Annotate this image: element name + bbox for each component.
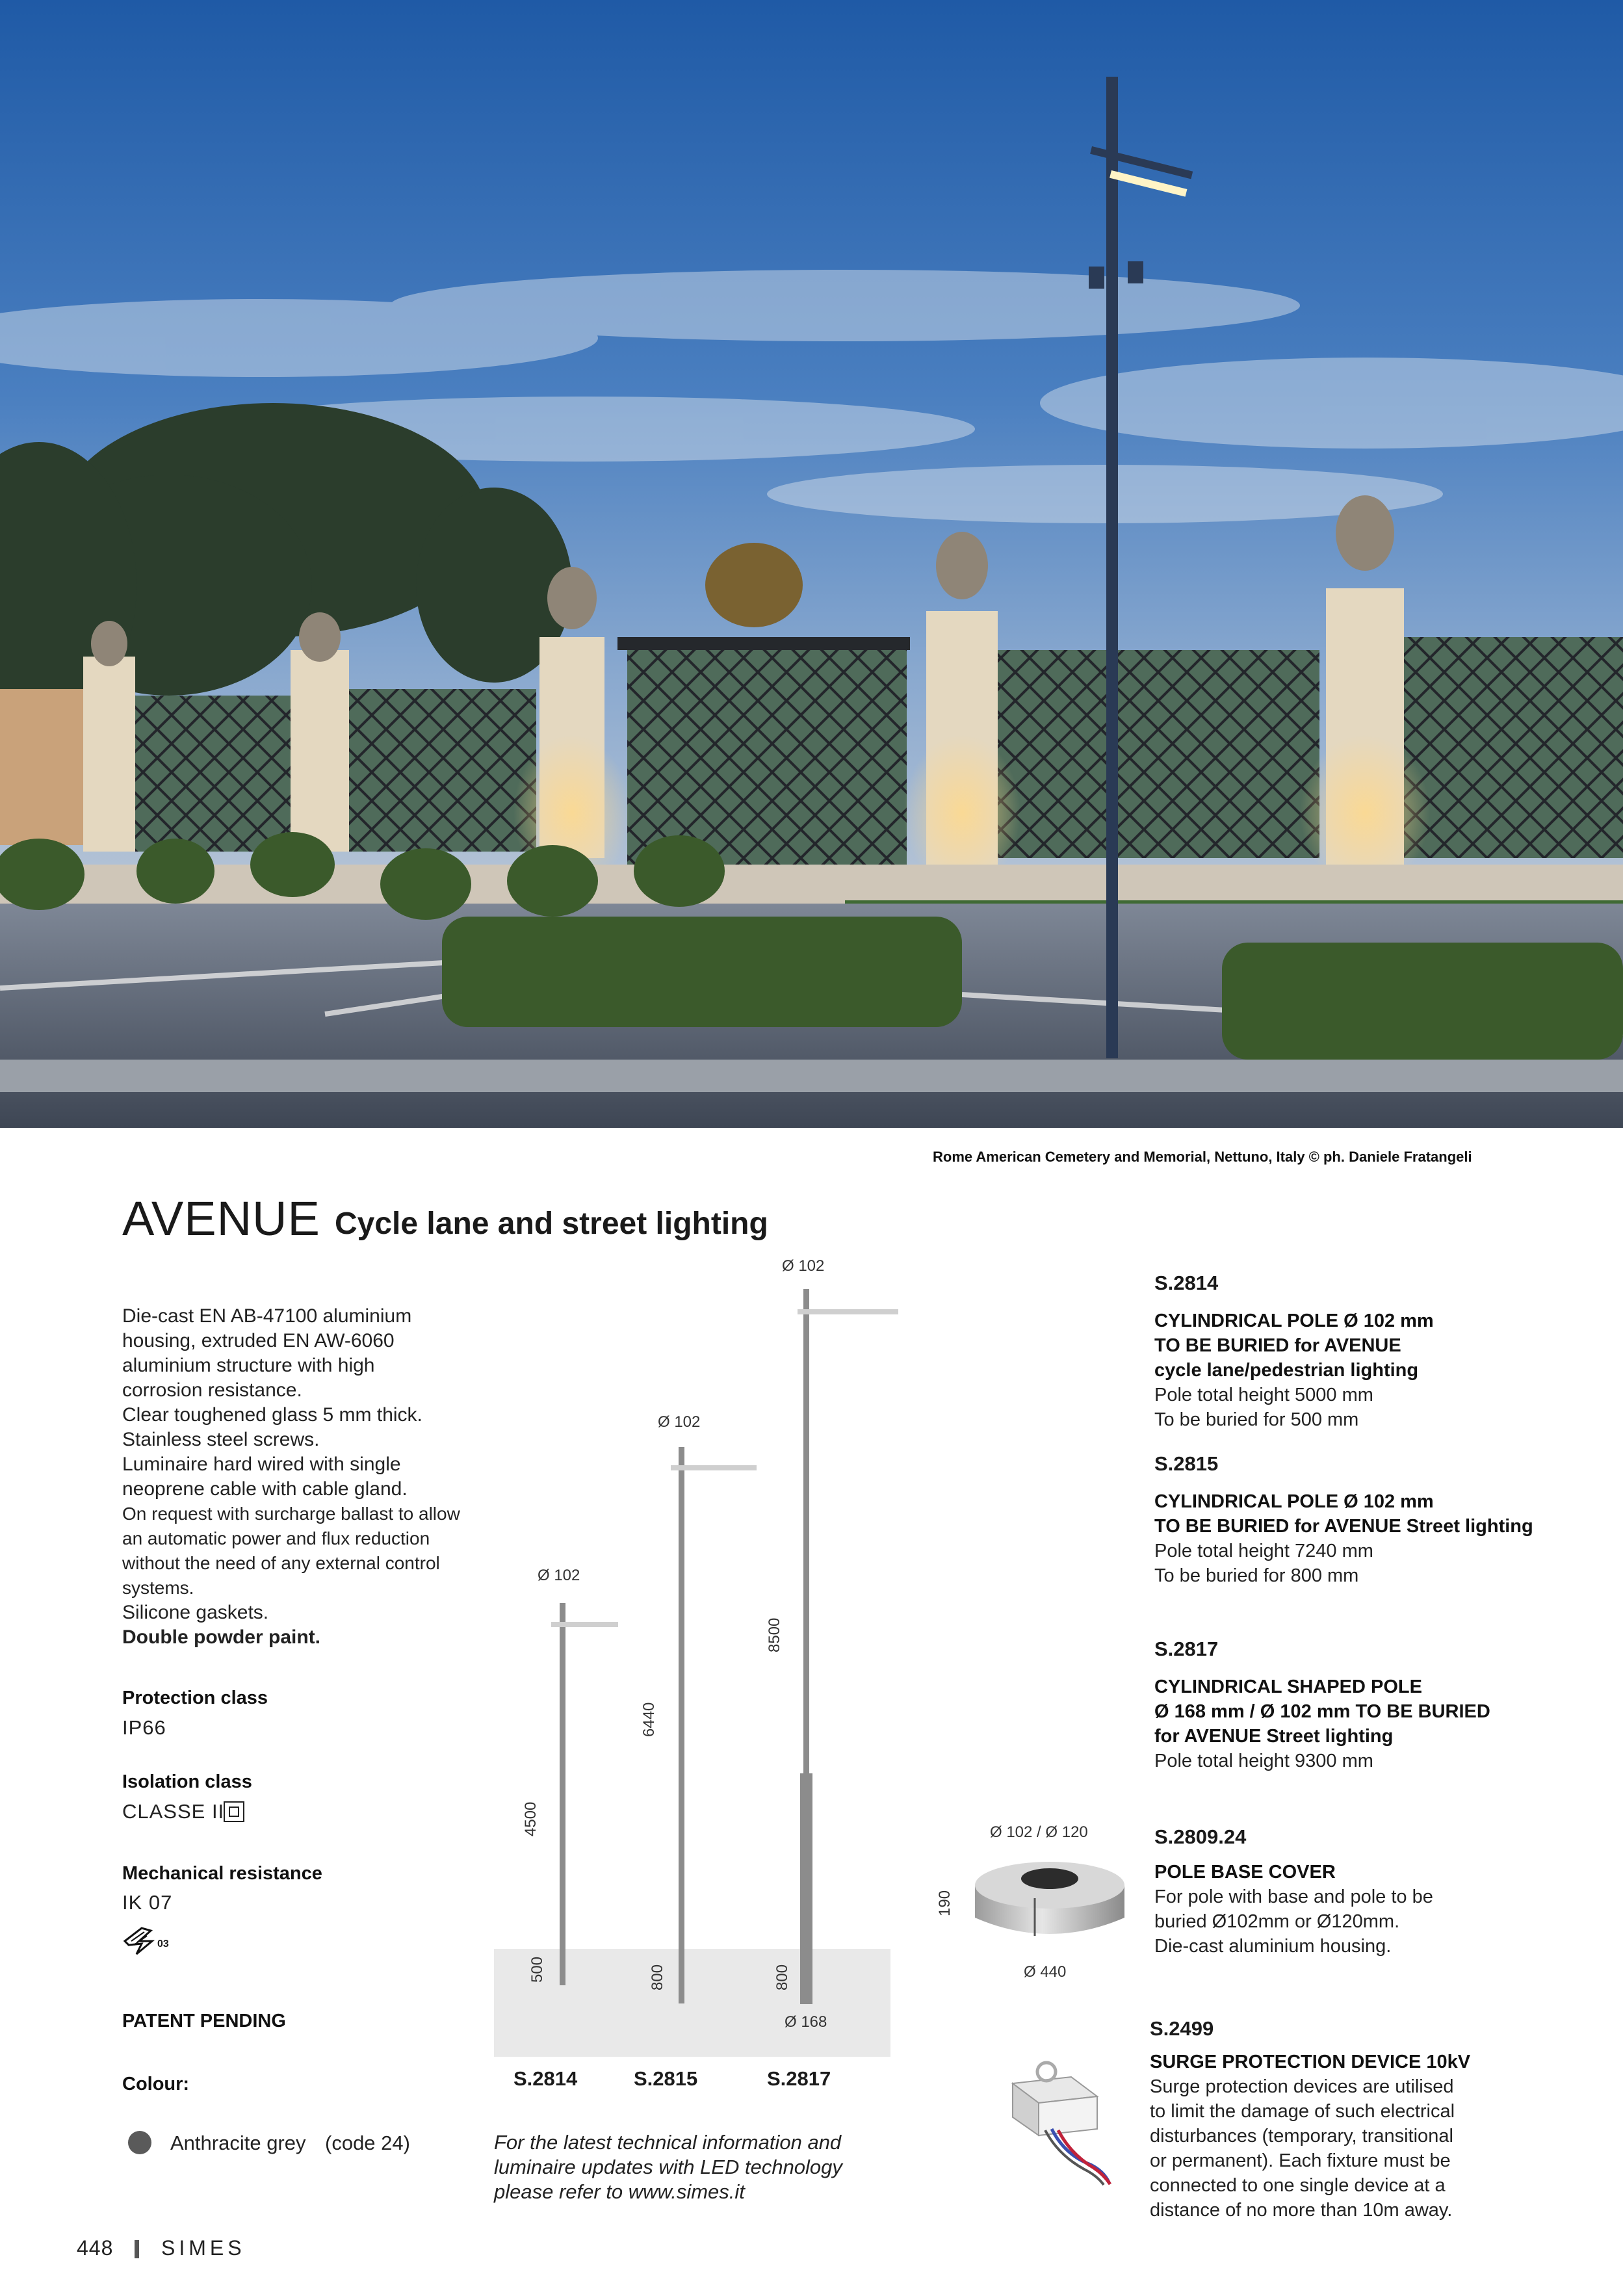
pole-s2815 xyxy=(679,1447,684,2003)
description-line: aluminium structure with high xyxy=(122,1355,375,1376)
mechanical-resistance-value: IK 07 xyxy=(122,1891,173,1914)
luminaire-arm-s2817 xyxy=(798,1309,898,1314)
product-spec-s2809-24 xyxy=(1154,1860,1609,1959)
description xyxy=(122,1304,486,1650)
spec-line: For pole with base and pole to be xyxy=(1154,1886,1433,1907)
luminaire-arm-s2815 xyxy=(671,1465,757,1470)
photo-caption: Rome American Cemetery and Memorial, Nettuno, Italy © ph. Daniele Fratangeli xyxy=(933,1149,1472,1165)
spec-bold-line: POLE BASE COVER xyxy=(1154,1862,1336,1883)
description-line: Clear toughened glass 5 mm thick. xyxy=(122,1404,422,1426)
product-code-s2814: S.2814 xyxy=(1154,1272,1219,1294)
colour-swatch xyxy=(128,2131,151,2154)
description-line: On request with surcharge ballast to allow xyxy=(122,1504,460,1524)
buried-dim-s2815: 800 xyxy=(649,1964,666,1990)
spec-line: To be buried for 800 mm xyxy=(1154,1565,1359,1586)
description-bold-line: Double powder paint. xyxy=(122,1626,320,1648)
spec-line: Pole total height 5000 mm xyxy=(1154,1385,1373,1405)
description-line: systems. xyxy=(122,1578,194,1598)
spec-line: distance of no more than 10m away. xyxy=(1150,2200,1453,2221)
description-line: Luminaire hard wired with single xyxy=(122,1454,401,1475)
product-spec-s2817 xyxy=(1154,1675,1609,1773)
isolation-class-value: CLASSE II xyxy=(122,1800,225,1823)
pole-s2814 xyxy=(560,1603,565,1985)
colour-name: Anthracite grey xyxy=(170,2132,306,2154)
mechanical-resistance-label: Mechanical resistance xyxy=(122,1863,322,1884)
product-title: AVENUE xyxy=(122,1192,320,1246)
note-line: please refer to www.simes.it xyxy=(494,2180,745,2203)
description-line: without the need of any external control xyxy=(122,1553,440,1573)
pole-s2817-base xyxy=(800,1773,812,2004)
base-cover-image xyxy=(970,1853,1130,1950)
head-dim-s2814: Ø 102 xyxy=(538,1567,580,1584)
spec-bold-line: Ø 168 mm / Ø 102 mm TO BE BURIED xyxy=(1154,1701,1490,1722)
pole-code-s2817: S.2817 xyxy=(767,2067,831,2090)
product-subtitle: Cycle lane and street lighting xyxy=(335,1207,768,1241)
class-ii-icon xyxy=(224,1801,244,1822)
spec-line: to limit the damage of such electrical xyxy=(1150,2101,1455,2122)
spec-bold-line: SURGE PROTECTION DEVICE 10kV xyxy=(1150,2052,1471,2072)
ground-zone xyxy=(494,1949,890,2057)
base-cover-bottom-dim: Ø 440 xyxy=(1024,1963,1067,1981)
product-code-s2817: S.2817 xyxy=(1154,1637,1219,1660)
protection-class-value: IP66 xyxy=(122,1716,166,1739)
description-line: housing, extruded EN AW-6060 xyxy=(122,1330,395,1351)
spec-bold-line: cycle lane/pedestrian lighting xyxy=(1154,1360,1419,1381)
pole-code-s2815: S.2815 xyxy=(634,2067,698,2090)
description-line: an automatic power and flux reduction xyxy=(122,1528,430,1548)
colour-code: (code 24) xyxy=(325,2132,410,2154)
surge-device-image xyxy=(1006,2057,1117,2187)
height-dim-s2814: 4500 xyxy=(522,1801,539,1836)
description-line: Silicone gaskets. xyxy=(122,1602,269,1623)
spec-bold-line: CYLINDRICAL SHAPED POLE xyxy=(1154,1676,1422,1697)
height-dim-s2817: 8500 xyxy=(766,1617,783,1652)
description-line: Stainless steel screws. xyxy=(122,1429,320,1450)
luminaire-arm-s2814 xyxy=(551,1622,618,1627)
buried-dim-s2814: 500 xyxy=(528,1956,546,1983)
base-cover-height-dim: 190 xyxy=(936,1890,954,1916)
product-spec-s2815 xyxy=(1154,1489,1609,1588)
pole-s2817-upper xyxy=(803,1289,809,1773)
impact-icon xyxy=(122,1924,174,1957)
product-code-s2815: S.2815 xyxy=(1154,1452,1219,1475)
colour-label: Colour: xyxy=(122,2074,190,2094)
hero-photo xyxy=(0,0,1623,1128)
spec-bold-line: TO BE BURIED for AVENUE xyxy=(1154,1335,1401,1356)
spec-bold-line: CYLINDRICAL POLE Ø 102 mm xyxy=(1154,1491,1434,1512)
spec-line: Pole total height 7240 mm xyxy=(1154,1541,1373,1561)
spec-line: buried Ø102mm or Ø120mm. xyxy=(1154,1911,1400,1932)
footer-divider xyxy=(135,2240,139,2258)
technical-note xyxy=(494,2130,897,2204)
head-dim-s2817: Ø 102 xyxy=(782,1257,825,1275)
height-dim-s2815: 6440 xyxy=(640,1702,658,1737)
product-code-s2499: S.2499 xyxy=(1150,2017,1214,2040)
description-line: corrosion resistance. xyxy=(122,1379,302,1401)
product-spec-s2814 xyxy=(1154,1309,1609,1432)
spec-bold-line: for AVENUE Street lighting xyxy=(1154,1726,1394,1747)
note-line: For the latest technical information and xyxy=(494,2131,842,2154)
base-dim-s2817: Ø 168 xyxy=(785,2013,827,2031)
patent-pending: PATENT PENDING xyxy=(122,2011,286,2031)
spec-line: connected to one single device at a xyxy=(1150,2175,1446,2196)
buried-dim-s2817: 800 xyxy=(773,1964,791,1990)
spec-line: To be buried for 500 mm xyxy=(1154,1409,1359,1430)
isolation-class-label: Isolation class xyxy=(122,1771,252,1792)
spec-line: Surge protection devices are utilised xyxy=(1150,2076,1454,2097)
spec-line: Die-cast aluminium housing. xyxy=(1154,1936,1392,1957)
impact-icon-text: 03 xyxy=(157,1938,169,1950)
spec-line: or permanent). Each fixture must be xyxy=(1150,2150,1451,2171)
protection-class-label: Protection class xyxy=(122,1688,268,1708)
brand-name: SIMES xyxy=(161,2236,246,2260)
description-line: neoprene cable with cable gland. xyxy=(122,1478,408,1500)
base-cover-top-dim: Ø 102 / Ø 120 xyxy=(990,1823,1088,1841)
head-dim-s2815: Ø 102 xyxy=(658,1413,701,1431)
product-spec-s2499 xyxy=(1150,2050,1605,2223)
spec-line: disturbances (temporary, transitional xyxy=(1150,2126,1453,2146)
spec-bold-line: TO BE BURIED for AVENUE Street lighting xyxy=(1154,1516,1533,1537)
pole-code-s2814: S.2814 xyxy=(513,2067,578,2090)
page-number: 448 xyxy=(77,2236,114,2260)
note-line: luminaire updates with LED technology xyxy=(494,2156,842,2178)
product-code-s2809-24: S.2809.24 xyxy=(1154,1825,1247,1848)
description-line: Die-cast EN AB-47100 aluminium xyxy=(122,1305,412,1327)
spec-bold-line: CYLINDRICAL POLE Ø 102 mm xyxy=(1154,1311,1434,1331)
spec-line: Pole total height 9300 mm xyxy=(1154,1751,1373,1771)
